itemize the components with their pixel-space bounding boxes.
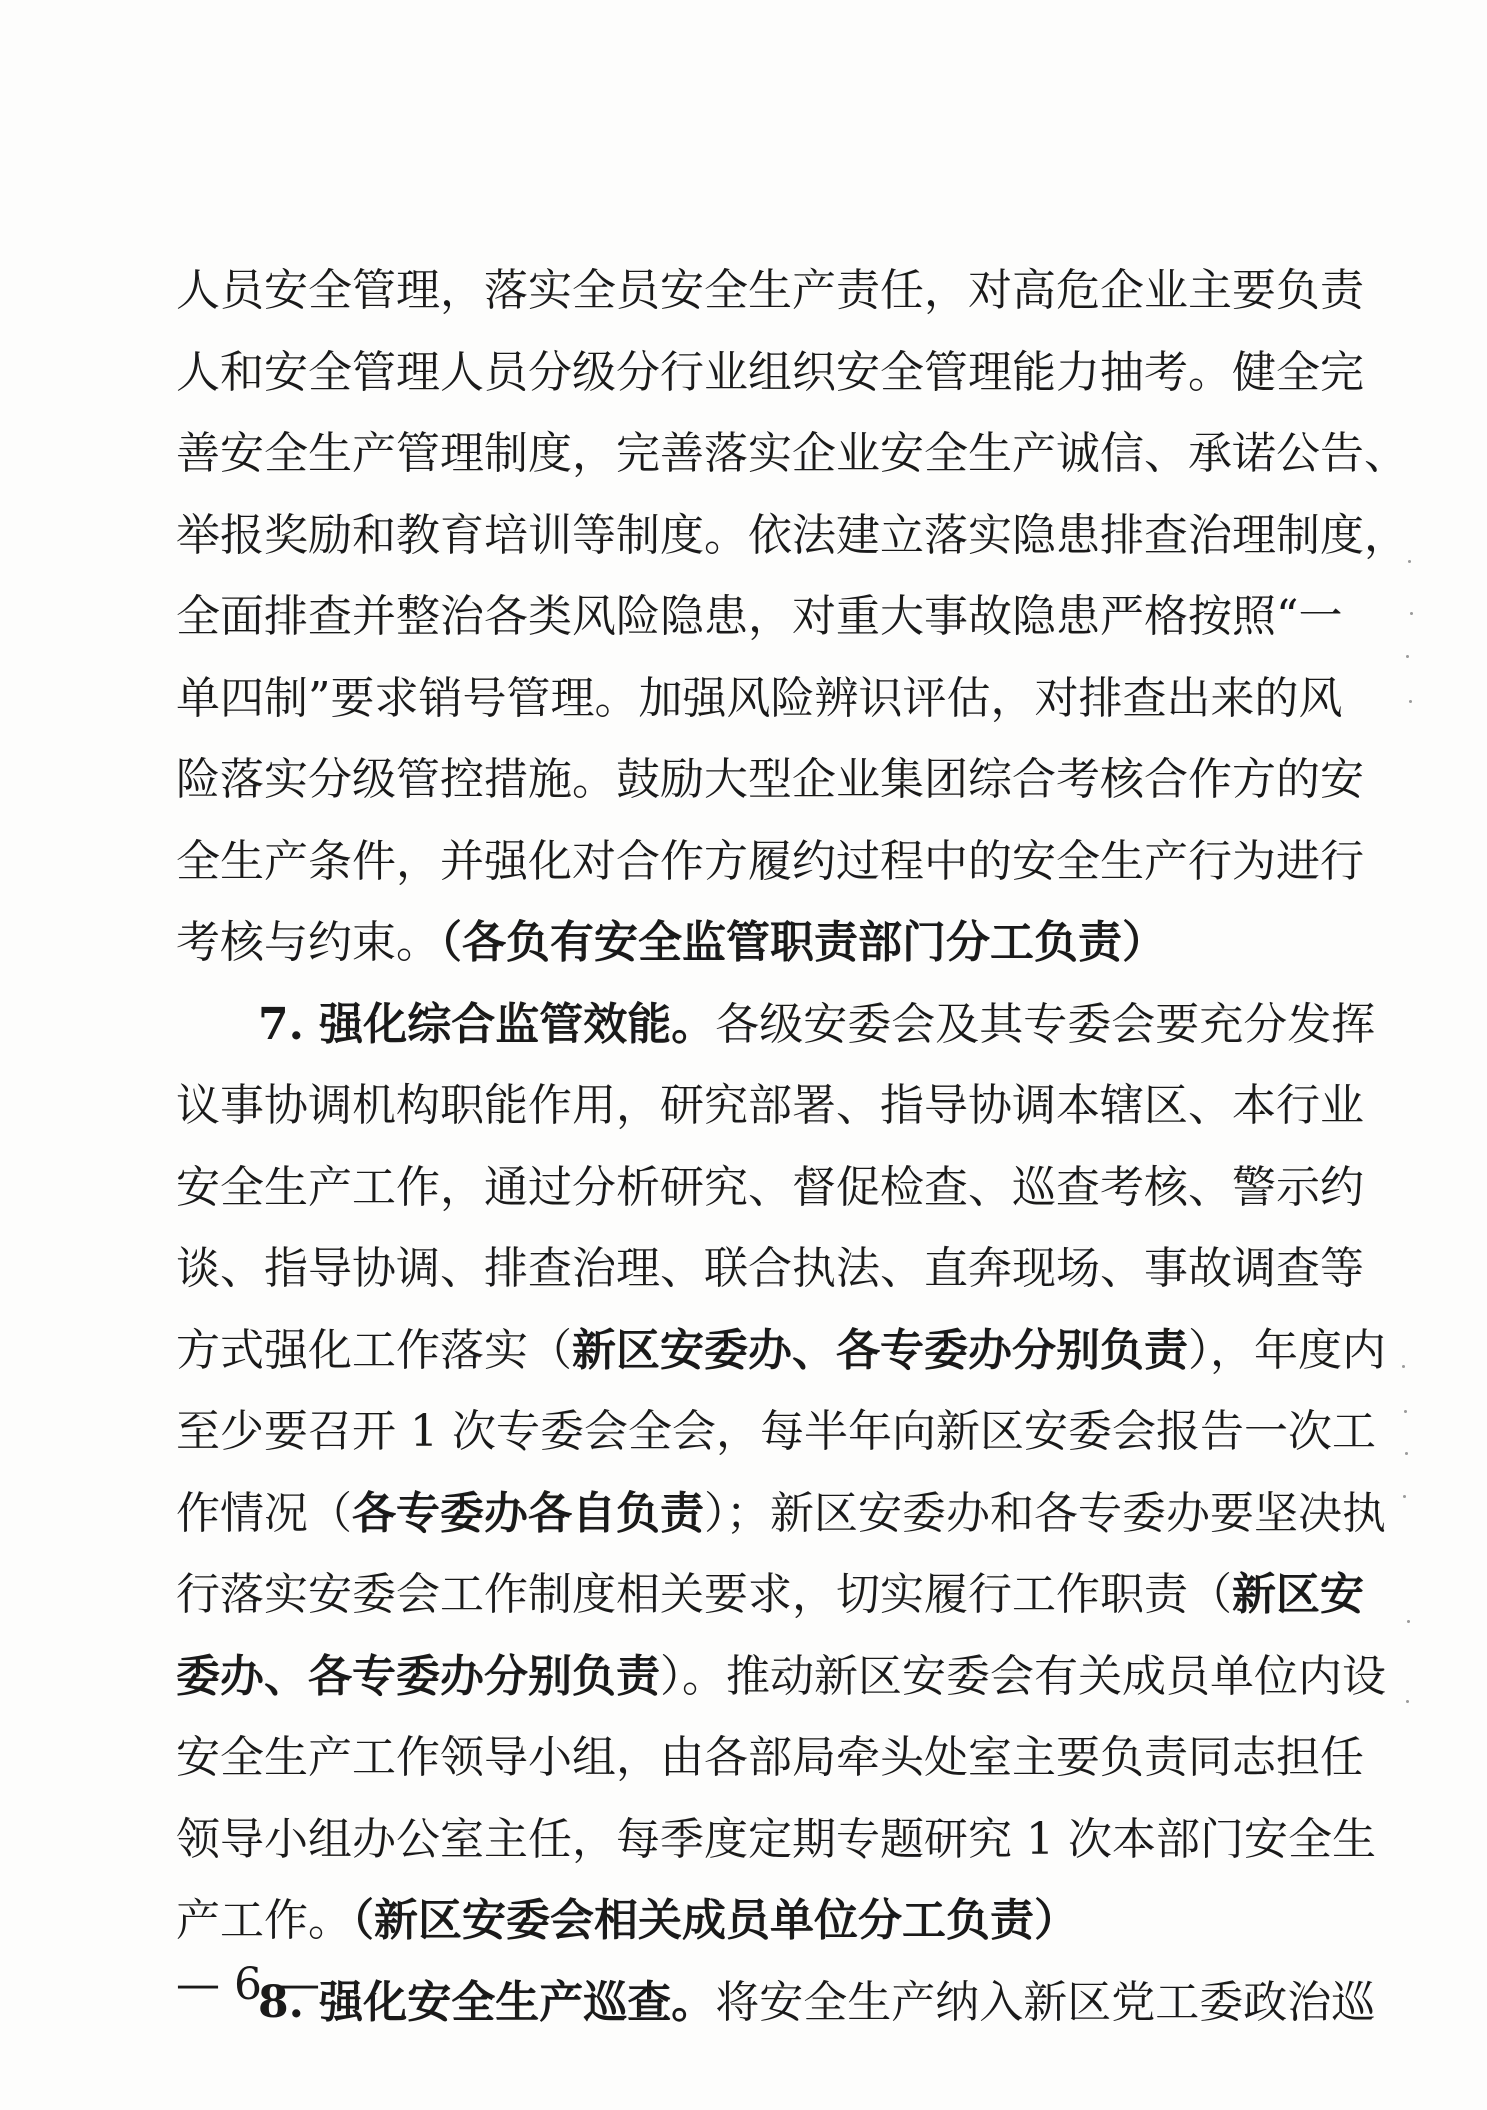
bold-text-segment: （新区安委会相关成员单位分工负责） [352, 1895, 1078, 1946]
text-segment: 将安全生产纳入新区党工委政治巡 [715, 1976, 1376, 2028]
text-line [176, 1636, 1386, 1718]
text-segment: 人和安全管理人员分级分行业组织安全管理能力抽考。健全完 [176, 346, 1364, 398]
text-segment: 全生产条件，并强化对合作方履约过程中的安全生产行为进行 [176, 835, 1364, 887]
text-segment: 各级安委会及其专委会要充分发挥 [715, 998, 1376, 1050]
scan-speck [1407, 1620, 1410, 1623]
text-line [176, 1717, 1364, 1799]
text-segment: 单四制”要求销号管理。加强风险辨识评估，对排查出来的风 [176, 672, 1343, 724]
text-segment: 善安全生产管理制度，完善落实企业安全生产诚信、承诺公告、 [176, 428, 1408, 479]
text-line [176, 821, 1364, 903]
scan-speck [1408, 560, 1411, 563]
text-segment: 险落实分级管控措施。鼓励大型企业集团综合考核合作方的安 [176, 754, 1364, 805]
bold-text-segment: 新区安 [1232, 1569, 1364, 1620]
text-line [176, 1391, 1376, 1473]
text-line [176, 739, 1364, 821]
text-line [176, 576, 1343, 658]
scan-speck [1403, 1495, 1406, 1498]
text-line [176, 1880, 1316, 1962]
text-line [176, 250, 1364, 332]
bold-text-segment: 8. 强化安全生产巡查。 [258, 1976, 716, 2028]
text-segment: 安全生产工作领导小组，由各部局牵头处室主要负责同志担任 [176, 1732, 1364, 1783]
scan-speck [1409, 700, 1412, 703]
text-line [176, 1554, 1364, 1636]
text-segment: 安全生产工作，通过分析研究、督促检查、巡查考核、警示约 [176, 1161, 1364, 1213]
text-segment: 议事协调机构职能作用，研究部署、指导协调本辖区、本行业 [176, 1080, 1364, 1131]
text-segment: 举报奖励和教育培训等制度。依法建立落实隐患排查治理制度， [176, 509, 1408, 561]
text-segment: 领导小组办公室主任，每季度定期专题研究 1 次本部门安全生 [176, 1813, 1376, 1865]
text-line [176, 902, 1316, 984]
text-segment: ）；新区安委办和各专委办要坚决执 [704, 1487, 1386, 1539]
text-segment: 行落实安委会工作制度相关要求，切实履行工作职责（ [176, 1569, 1232, 1620]
page-number: — 6 — [176, 1959, 320, 2010]
text-line [176, 413, 1408, 495]
text-line [176, 1065, 1364, 1147]
text-line [176, 1473, 1386, 1555]
text-line [176, 658, 1343, 740]
text-segment: 考核与约束。 [176, 917, 440, 968]
bold-text-segment: 委办、各专委办分别负责 [176, 1650, 660, 1702]
text-line [176, 1228, 1364, 1310]
scan-speck [1406, 655, 1409, 658]
text-line [176, 1147, 1364, 1229]
scan-speck [1402, 1365, 1405, 1368]
section-heading-line [176, 984, 1376, 1066]
text-segment: 方式强化工作落实（ [176, 1324, 572, 1376]
text-line [176, 332, 1364, 414]
section-heading-line [176, 1962, 1376, 2044]
text-segment: 至少要召开 1 次专委会全会，每半年向新区安委会报告一次工 [176, 1406, 1376, 1457]
text-segment: 人员安全管理，落实全员安全生产责任，对高危企业主要负责 [176, 265, 1364, 316]
bold-text-segment: 各专委办各自负责 [352, 1487, 704, 1539]
text-segment: 全面排查并整治各类风险隐患，对重大事故隐患严格按照“一 [176, 591, 1343, 642]
text-segment: 谈、指导协调、排查治理、联合执法、直奔现场、事故调查等 [176, 1243, 1364, 1294]
scan-speck [1404, 1410, 1407, 1413]
scan-speck [1406, 1700, 1409, 1703]
bold-text-segment: 新区安委办、各专委办分别负责 [572, 1324, 1188, 1376]
text-line [176, 495, 1408, 577]
scan-speck [1410, 612, 1413, 615]
document-body [176, 250, 1408, 2043]
text-segment: ），年度内 [1188, 1324, 1386, 1376]
text-segment: 作情况（ [176, 1487, 352, 1539]
scan-speck [1405, 1452, 1408, 1455]
text-line [176, 1799, 1376, 1881]
text-segment: ）。推动新区安委会有关成员单位内设 [660, 1650, 1386, 1702]
text-line [176, 1310, 1386, 1392]
bold-text-segment: （各负有安全监管职责部门分工负责） [440, 917, 1166, 968]
text-segment: 产工作。 [176, 1895, 352, 1946]
bold-text-segment: 7. 强化综合监管效能。 [258, 998, 716, 1050]
